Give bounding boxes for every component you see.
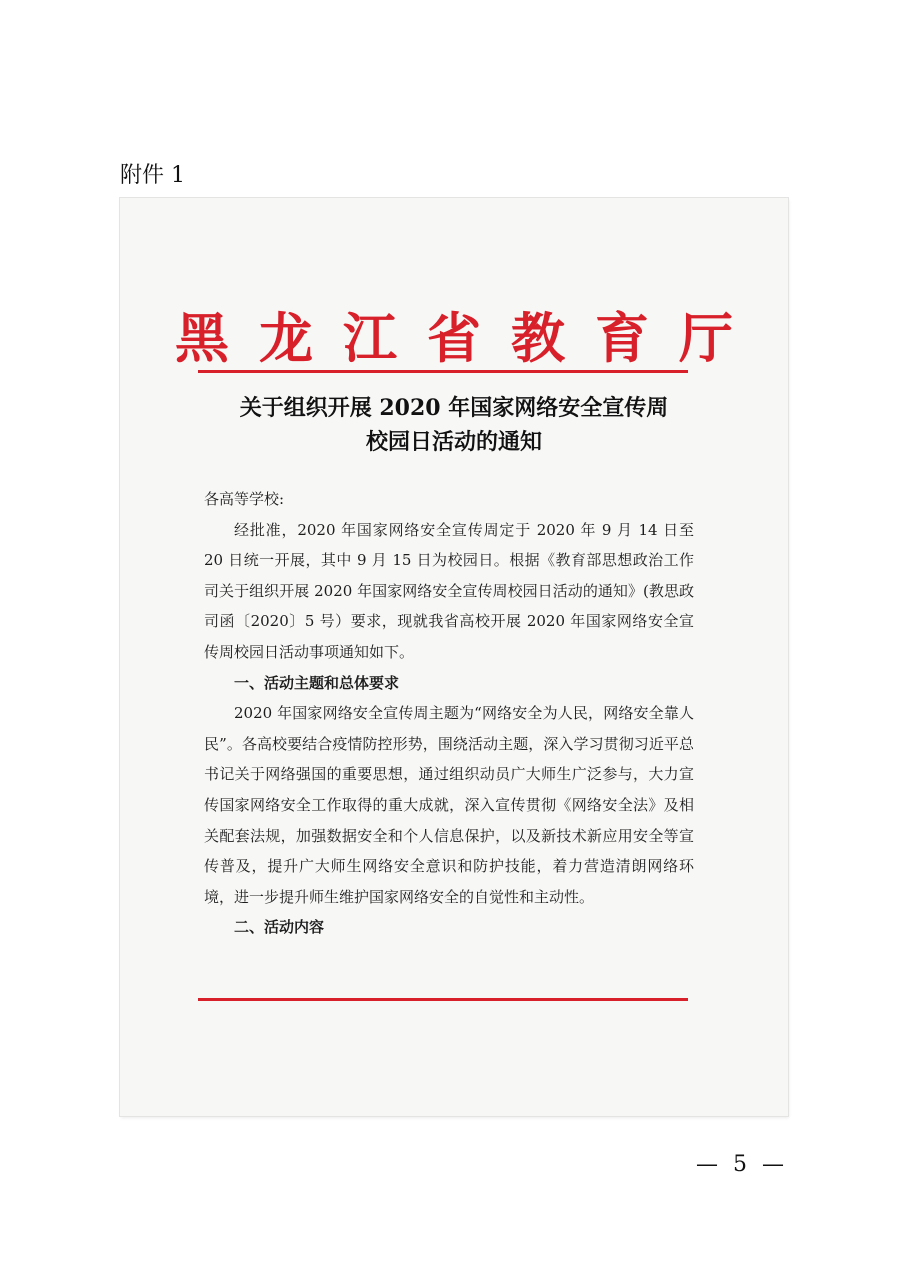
title-line-2: 校园日活动的通知 [365,429,542,455]
document-title [120,391,788,459]
scanned-document [120,198,788,1116]
paragraph-intro: 经批准，2020 年国家网络安全宣传周定于 2020 年 9 月 14 日至 20 日统一开展，其中 9 月 15 日为校园日。根据《教育部思想政治工作司关于组织开展 2020 年国家网络安全宣传周校园日活动的通知》(教思政司函〔2020〕5 号）要求，现就我省高校开展 2020 年国家网络安全宣传周校园日活动事项通知如下。 [204,520,694,661]
section-heading-1: 一、活动主题和总体要求 [234,673,400,692]
document-body [204,484,694,943]
paragraph-theme: 2020 年国家网络安全宣传周主题为“网络安全为人民，网络安全靠人民”。各高校要结合疫情防控形势，围绕活动主题，深入学习贯彻习近平总书记关于网络强国的重要思想，通过组织动员广大师生广泛参与，大力宣传国家网络安全工作取得的重大成就，深入宣传贯彻《网络安全法》及相关配套法规，加强数据安全和个人信息保护，以及新技术新应用安全等宣传普及，提升广大师生网络安全意识和防护技能，着力营造清朗网络环境，进一步提升师生维护国家网络安全的自觉性和主动性。 [204,704,694,906]
red-divider-top [198,370,688,373]
page-number: — 5 — [696,1152,788,1177]
red-divider-bottom [198,998,688,1001]
title-line-1: 关于组织开展 2020 年国家网络安全宣传周 [239,395,669,421]
section-heading-2: 二、活动内容 [234,918,325,937]
attachment-label: 附件 1 [120,163,185,188]
letterhead: 黑龙江省教育厅 [175,307,763,370]
salutation: 各高等学校: [204,490,285,508]
